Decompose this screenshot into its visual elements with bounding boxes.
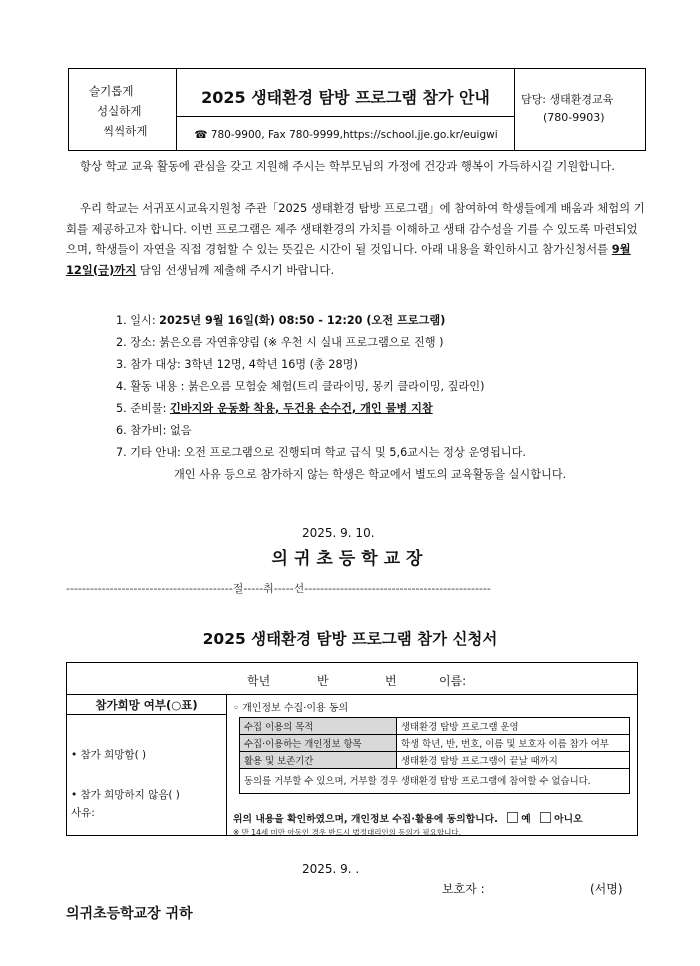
number-label[interactable]: 번 xyxy=(385,674,397,688)
participate-yes[interactable]: • 참가 희망함( ) xyxy=(71,749,147,761)
cut-line: ------------------------------------------절-----취-----선----------------------------------------------- xyxy=(66,582,491,595)
document-title: 2025 생태환경 탐방 프로그램 참가 안내 xyxy=(177,81,514,117)
consent-line xyxy=(233,811,583,825)
class-label[interactable]: 반 xyxy=(317,674,329,688)
privacy-table xyxy=(239,717,630,794)
reason-label[interactable]: 사유: xyxy=(71,807,95,819)
list-item: 1. 일시: 2025년 9월 16일(화) 08:50 - 12:20 (오전 프로그램) xyxy=(116,314,446,327)
motto-cell xyxy=(69,69,177,150)
list-item: 7. 기타 안내: 오전 프로그램으로 진행되며 학교 급식 및 5,6교시는 정상 운영됩니다. xyxy=(116,446,526,459)
grade-label[interactable]: 학년 xyxy=(247,674,271,688)
participate-no[interactable]: • 참가 희망하지 않음( ) xyxy=(71,789,180,801)
minor-note: ※ 만 14세 미만 아동인 경우 반드시 법정대리인의 동의가 필요합니다. xyxy=(233,828,462,837)
table-key: 수집·이용하는 개인정보 항목 xyxy=(240,735,397,752)
application-form xyxy=(66,662,638,836)
privacy-heading: ◦ 개인정보 수집·이용 동의 xyxy=(233,703,349,714)
addressee: 의귀초등학교장 귀하 xyxy=(66,906,193,922)
intro-paragraph-1: 항상 학교 교육 활동에 관심을 갖고 지원해 주시는 학부모님의 가정에 건강과 행복이 가득하시길 기원합니다. xyxy=(80,159,615,173)
contact-info: ☎ 780-9900, Fax 780-9999,https://school.jje.go.kr/euigwi xyxy=(194,129,498,141)
list-item-continued: 개인 사유 등으로 참가하지 않는 학생은 학교에서 별도의 교육활동을 실시합니다. xyxy=(174,468,567,481)
department-cell xyxy=(515,69,645,150)
title-cell xyxy=(177,69,515,150)
intro-text-end: 담임 선생님께 제출해 주시기 바랍니다. xyxy=(136,262,335,277)
consent-yes-label: 예 xyxy=(521,814,531,825)
department-label: 담당: 생태환경교육 xyxy=(521,93,614,106)
list-item: 6. 참가비: 없음 xyxy=(116,424,192,437)
table-row xyxy=(240,769,630,794)
department-phone: (780-9903) xyxy=(543,111,605,124)
list-item: 5. 준비물: 긴바지와 운동화 착용, 두건용 손수건, 개인 물병 지참 xyxy=(116,402,433,415)
table-value: 학생 학년, 반, 번호, 이름 및 보호자 이름 참가 여부 xyxy=(397,735,630,752)
issue-date: 2025. 9. 10. xyxy=(302,526,375,540)
principal-title: 의귀초등학교장 xyxy=(271,549,429,569)
intro-paragraph-2 xyxy=(66,198,646,280)
table-key: 활용 및 보존기간 xyxy=(240,752,397,769)
consent-yes-checkbox[interactable] xyxy=(507,812,518,823)
list-item: 4. 활동 내용 : 붉은오름 모험숲 체험(트리 클라이밍, 몽키 클라이밍, 짚라인) xyxy=(116,380,485,393)
motto-line: 성실하게 xyxy=(97,104,142,118)
intro-text: 우리 학교는 서귀포시교육지원청 주관「2025 생태환경 탐방 프로그램」에 참여하여 학생들에게 배움과 체험의 기회를 제공하고자 합니다. 이번 프로그램은 제주 생태환경의 가치를 이해하고 생태 감수성을 기를 수 있도록 마련되었으며, 학생들이 자연을 직접 경험할 수 있는 뜻깊은 시간이 될 것입니다. 아래 내용을 확인하시고 참가신청서를 xyxy=(66,201,645,256)
list-item: 2. 장소: 붉은오름 자연휴양림 (※ 우천 시 실내 프로그램으로 진행 ) xyxy=(116,336,444,349)
table-row xyxy=(240,735,630,752)
table-row xyxy=(240,718,630,735)
consent-no-checkbox[interactable] xyxy=(540,812,551,823)
signature-label: (서명) xyxy=(590,882,623,896)
motto-line: 씩씩하게 xyxy=(103,124,148,138)
motto-line: 슬기롭게 xyxy=(89,84,134,98)
participation-column xyxy=(67,695,227,835)
name-label[interactable]: 이름: xyxy=(439,674,467,688)
participation-heading: 참가희망 여부(○표) xyxy=(67,695,226,715)
guardian-label[interactable]: 보호자 : xyxy=(442,882,485,896)
privacy-section xyxy=(229,697,635,837)
form-title: 2025 생태환경 탐방 프로그램 참가 신청서 xyxy=(202,630,498,648)
table-value: 생태환경 탐방 프로그램 운영 xyxy=(397,718,630,735)
table-key: 수집 이용의 목적 xyxy=(240,718,397,735)
refuse-note: 동의를 거부할 수 있으며, 거부할 경우 생태환경 탐방 프로그램에 참여할 수 없습니다. xyxy=(240,769,630,794)
student-info-row xyxy=(67,663,637,695)
consent-no-label: 아니오 xyxy=(554,814,583,825)
header-table xyxy=(68,68,646,151)
deadline: 9월 12일(금)까지 xyxy=(66,242,631,277)
consent-text: 위의 내용을 확인하였으며, 개인정보 수집·활용에 동의합니다. xyxy=(233,814,498,825)
list-item: 3. 참가 대상: 3학년 12명, 4학년 16명 (총 28명) xyxy=(116,358,358,371)
sign-date[interactable]: 2025. 9. . xyxy=(302,862,360,876)
table-row xyxy=(240,752,630,769)
table-value: 생태환경 탐방 프로그램이 끝날 때까지 xyxy=(397,752,630,769)
